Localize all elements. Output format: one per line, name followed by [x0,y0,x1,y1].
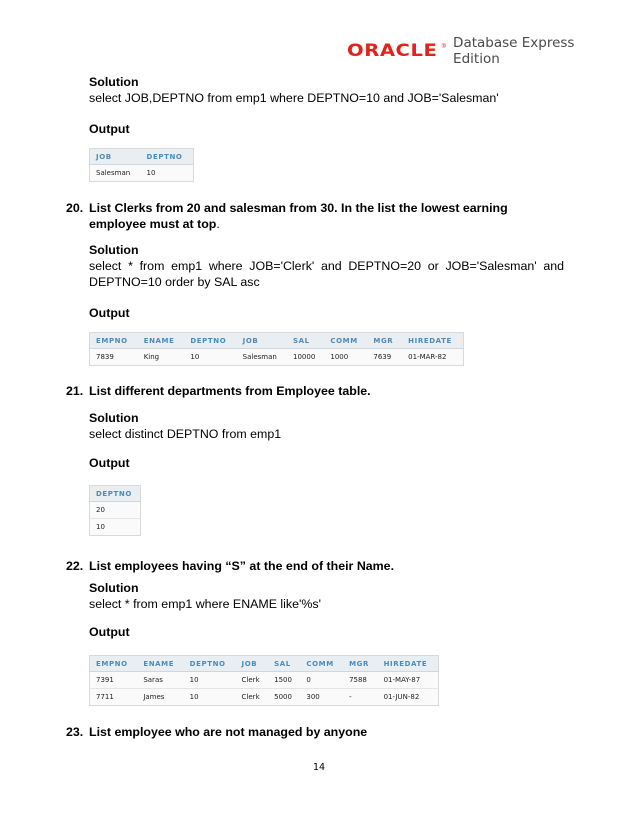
column-header: SAL [287,333,324,349]
registered-mark: ® [441,44,447,50]
table-header-row [90,656,439,672]
column-header: DEPTNO [141,149,194,165]
table-cell: 10 [90,519,141,536]
column-header: JOB [90,149,141,165]
table-cell: 20 [90,502,141,519]
question-23 [66,724,566,740]
column-header: ENAME [138,333,185,349]
question-number: 20. [66,201,84,215]
table-row [90,689,439,706]
column-header: ENAME [137,656,183,672]
column-header: JOB [237,333,287,349]
table-header-row [90,486,141,502]
q20-sql-line1: select * from emp1 where JOB='Clerk' and DEPTNO=20 or JOB='Salesman' and [89,259,564,273]
question-number: 21. [66,384,84,398]
table-cell: Clerk [236,672,269,689]
q20-sql-line2: DEPTNO=10 order by SAL asc [89,275,260,289]
table-row [90,165,194,182]
solution-label: Solution [89,581,139,595]
column-header: SAL [268,656,300,672]
column-header: DEPTNO [184,656,236,672]
column-header: COMM [300,656,343,672]
table-cell: 10 [184,672,236,689]
table-cell: 10 [184,349,236,366]
question-20-period: . [216,217,220,231]
table-cell: 7711 [90,689,138,706]
table-cell: 5000 [268,689,300,706]
table-cell: 7639 [367,349,402,366]
output-label: Output [89,456,130,470]
output-label: Output [89,625,130,639]
table-cell: 10 [141,165,194,182]
q21-sql: select distinct DEPTNO from emp1 [89,427,282,441]
table-cell: 7839 [90,349,138,366]
solution-label: Solution [89,411,139,425]
question-text: List different departments from Employee table. [89,384,371,398]
q21-output-table [89,485,141,536]
column-header: EMPNO [90,656,138,672]
question-21 [66,383,566,399]
question-number: 22. [66,559,84,573]
question-number: 23. [66,725,84,739]
table-cell: Clerk [236,689,269,706]
table-cell: 01-MAY-87 [378,672,439,689]
table-cell: 1500 [268,672,300,689]
column-header: DEPTNO [184,333,236,349]
table-cell: Salesman [237,349,287,366]
table-cell: 10 [184,689,236,706]
table-cell: - [343,689,378,706]
table-row [90,349,464,366]
output-label: Output [89,122,130,136]
table-cell: 7391 [90,672,138,689]
table-cell: 1000 [324,349,367,366]
column-header: MGR [343,656,378,672]
page-number: 14 [312,762,326,773]
table-cell: 0 [300,672,343,689]
solution-label: Solution [89,243,139,257]
column-header: EMPNO [90,333,138,349]
oracle-logo [347,35,607,67]
table-cell: James [137,689,183,706]
q19-sql: select JOB,DEPTNO from emp1 where DEPTNO=10 and JOB='Salesman' [89,91,499,105]
table-cell: Saras [137,672,183,689]
table-cell: 10000 [287,349,324,366]
table-cell: Salesman [90,165,141,182]
column-header: DEPTNO [90,486,141,502]
output-label: Output [89,306,130,320]
table-row [90,672,439,689]
table-cell: 01-MAR-82 [402,349,463,366]
column-header: JOB [236,656,269,672]
table-cell: King [138,349,185,366]
question-text: List employee who are not managed by anyone [89,725,368,739]
q22-sql: select * from emp1 where ENAME like'%s' [89,597,321,611]
question-text: List employees having “S” at the end of their Name. [89,559,395,573]
table-cell: 01-JUN-82 [378,689,439,706]
column-header: HIREDATE [402,333,463,349]
table-header-row [90,333,464,349]
table-row [90,519,141,536]
q22-output-table [89,655,439,706]
table-cell: 7588 [343,672,378,689]
q19-output-table [89,148,194,182]
question-22 [66,558,566,574]
oracle-brand-text: ORACLE [347,41,438,61]
column-header: MGR [367,333,402,349]
question-20-text: List Clerks from 20 and salesman from 30. In the list the lowest earning employee must at top [89,201,508,231]
column-header: COMM [324,333,367,349]
table-row [90,502,141,519]
product-name: Database Express Edition [453,35,575,67]
table-cell: 300 [300,689,343,706]
table-header-row [90,149,194,165]
question-text [89,200,566,232]
question-20 [66,200,566,232]
q20-output-table [89,332,464,366]
solution-label: Solution [89,75,139,89]
column-header: HIREDATE [378,656,439,672]
